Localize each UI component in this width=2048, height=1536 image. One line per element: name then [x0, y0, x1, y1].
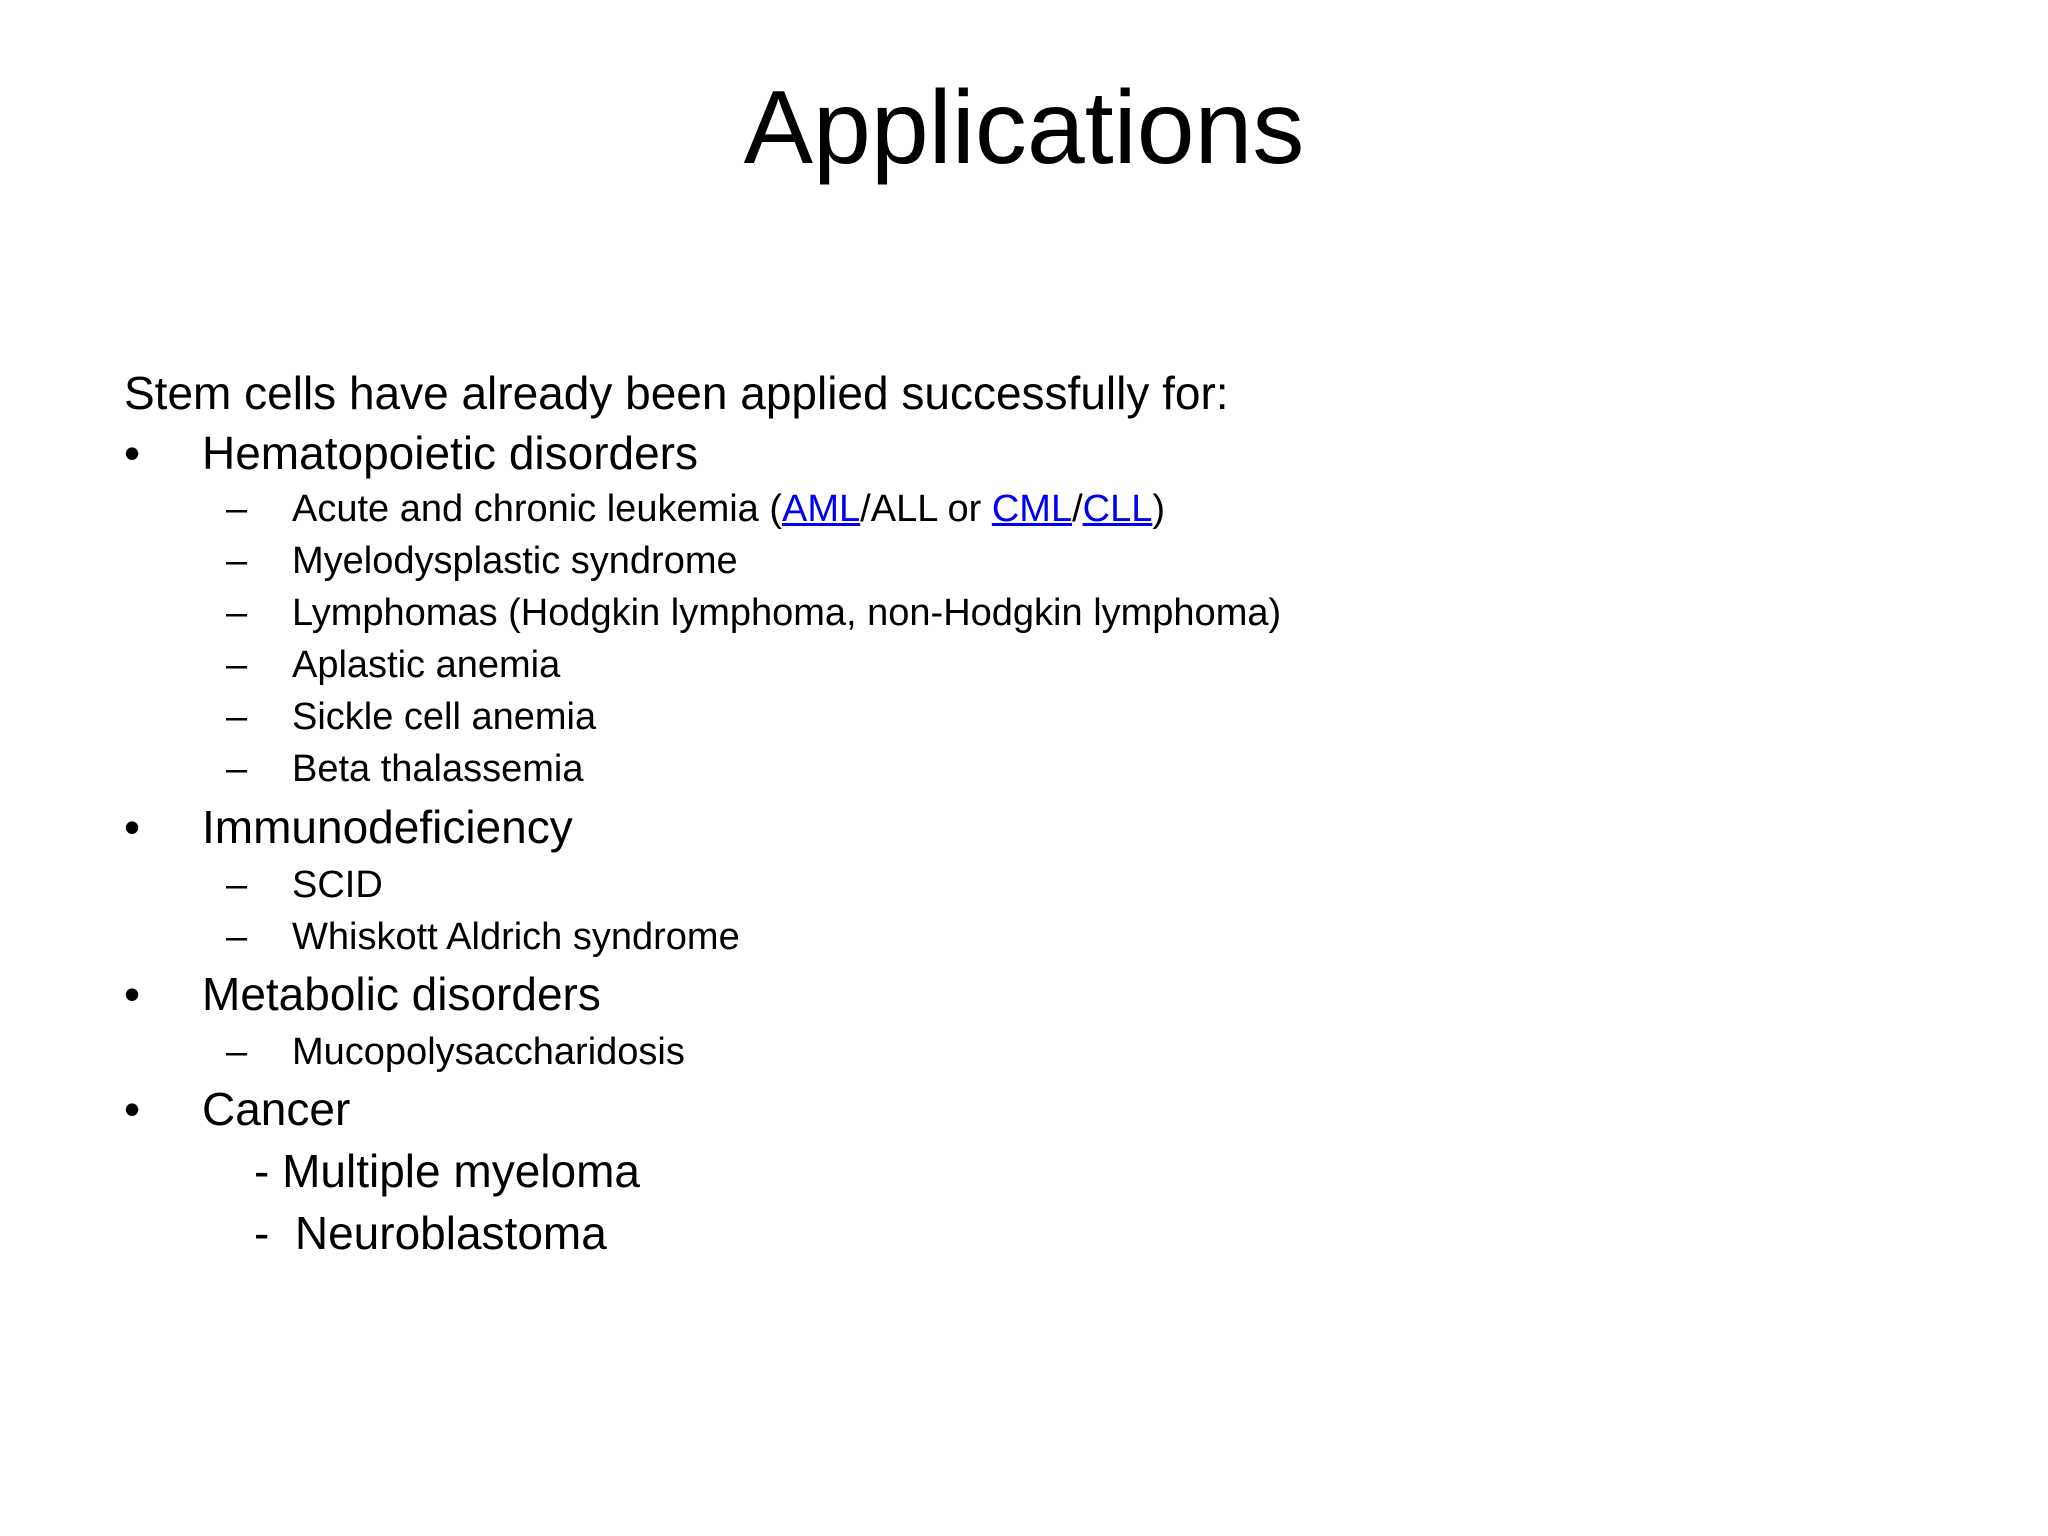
dash-marker: –	[226, 488, 248, 530]
bullet-marker: •	[124, 801, 141, 853]
leukemia-prefix: Acute and chronic leukemia (	[292, 488, 783, 530]
sub-item-text	[292, 485, 1165, 533]
cancer-item-text: - Neuroblastoma	[254, 1207, 607, 1259]
link-aml[interactable]: AML	[782, 488, 861, 530]
leukemia-mid: /ALL or	[860, 488, 992, 530]
bullet-marker: •	[124, 968, 141, 1020]
dash-marker: –	[226, 864, 248, 906]
bullet-label: Metabolic disorders	[202, 968, 601, 1020]
sub-item-text: Lymphomas (Hodgkin lymphoma, non-Hodgkin lymphoma)	[292, 592, 1282, 634]
leukemia-separator: /	[1072, 488, 1083, 530]
dash-marker: –	[226, 644, 248, 686]
bullet-marker: •	[124, 427, 141, 479]
sub-item-text: Beta thalassemia	[292, 748, 584, 790]
link-cml[interactable]: CML	[991, 488, 1073, 530]
cancer-item-text: - Multiple myeloma	[254, 1145, 640, 1197]
sub-item-text: SCID	[292, 864, 383, 906]
sub-item-text: Whiskott Aldrich syndrome	[292, 916, 740, 958]
dash-marker: –	[226, 696, 248, 738]
sub-item-text: Aplastic anemia	[292, 644, 561, 686]
slide-title: Applications	[743, 70, 1305, 186]
bullet-label: Cancer	[202, 1083, 351, 1135]
sub-item-text: Mucopolysaccharidosis	[292, 1031, 685, 1073]
link-cll[interactable]: CLL	[1082, 488, 1153, 530]
dash-marker: –	[226, 592, 248, 634]
bullet-marker: •	[124, 1083, 141, 1135]
bullet-label: Immunodeficiency	[202, 801, 573, 853]
bullet-label: Hematopoietic disorders	[202, 427, 699, 479]
leukemia-suffix: )	[1152, 488, 1166, 530]
dash-marker: –	[226, 1031, 248, 1073]
dash-marker: –	[226, 916, 248, 958]
sub-item-text: Sickle cell anemia	[292, 696, 597, 738]
dash-marker: –	[226, 748, 248, 790]
intro-text: Stem cells have already been applied successfully for:	[124, 367, 1229, 419]
dash-marker: –	[226, 540, 248, 582]
sub-item-text: Myelodysplastic syndrome	[292, 540, 738, 582]
